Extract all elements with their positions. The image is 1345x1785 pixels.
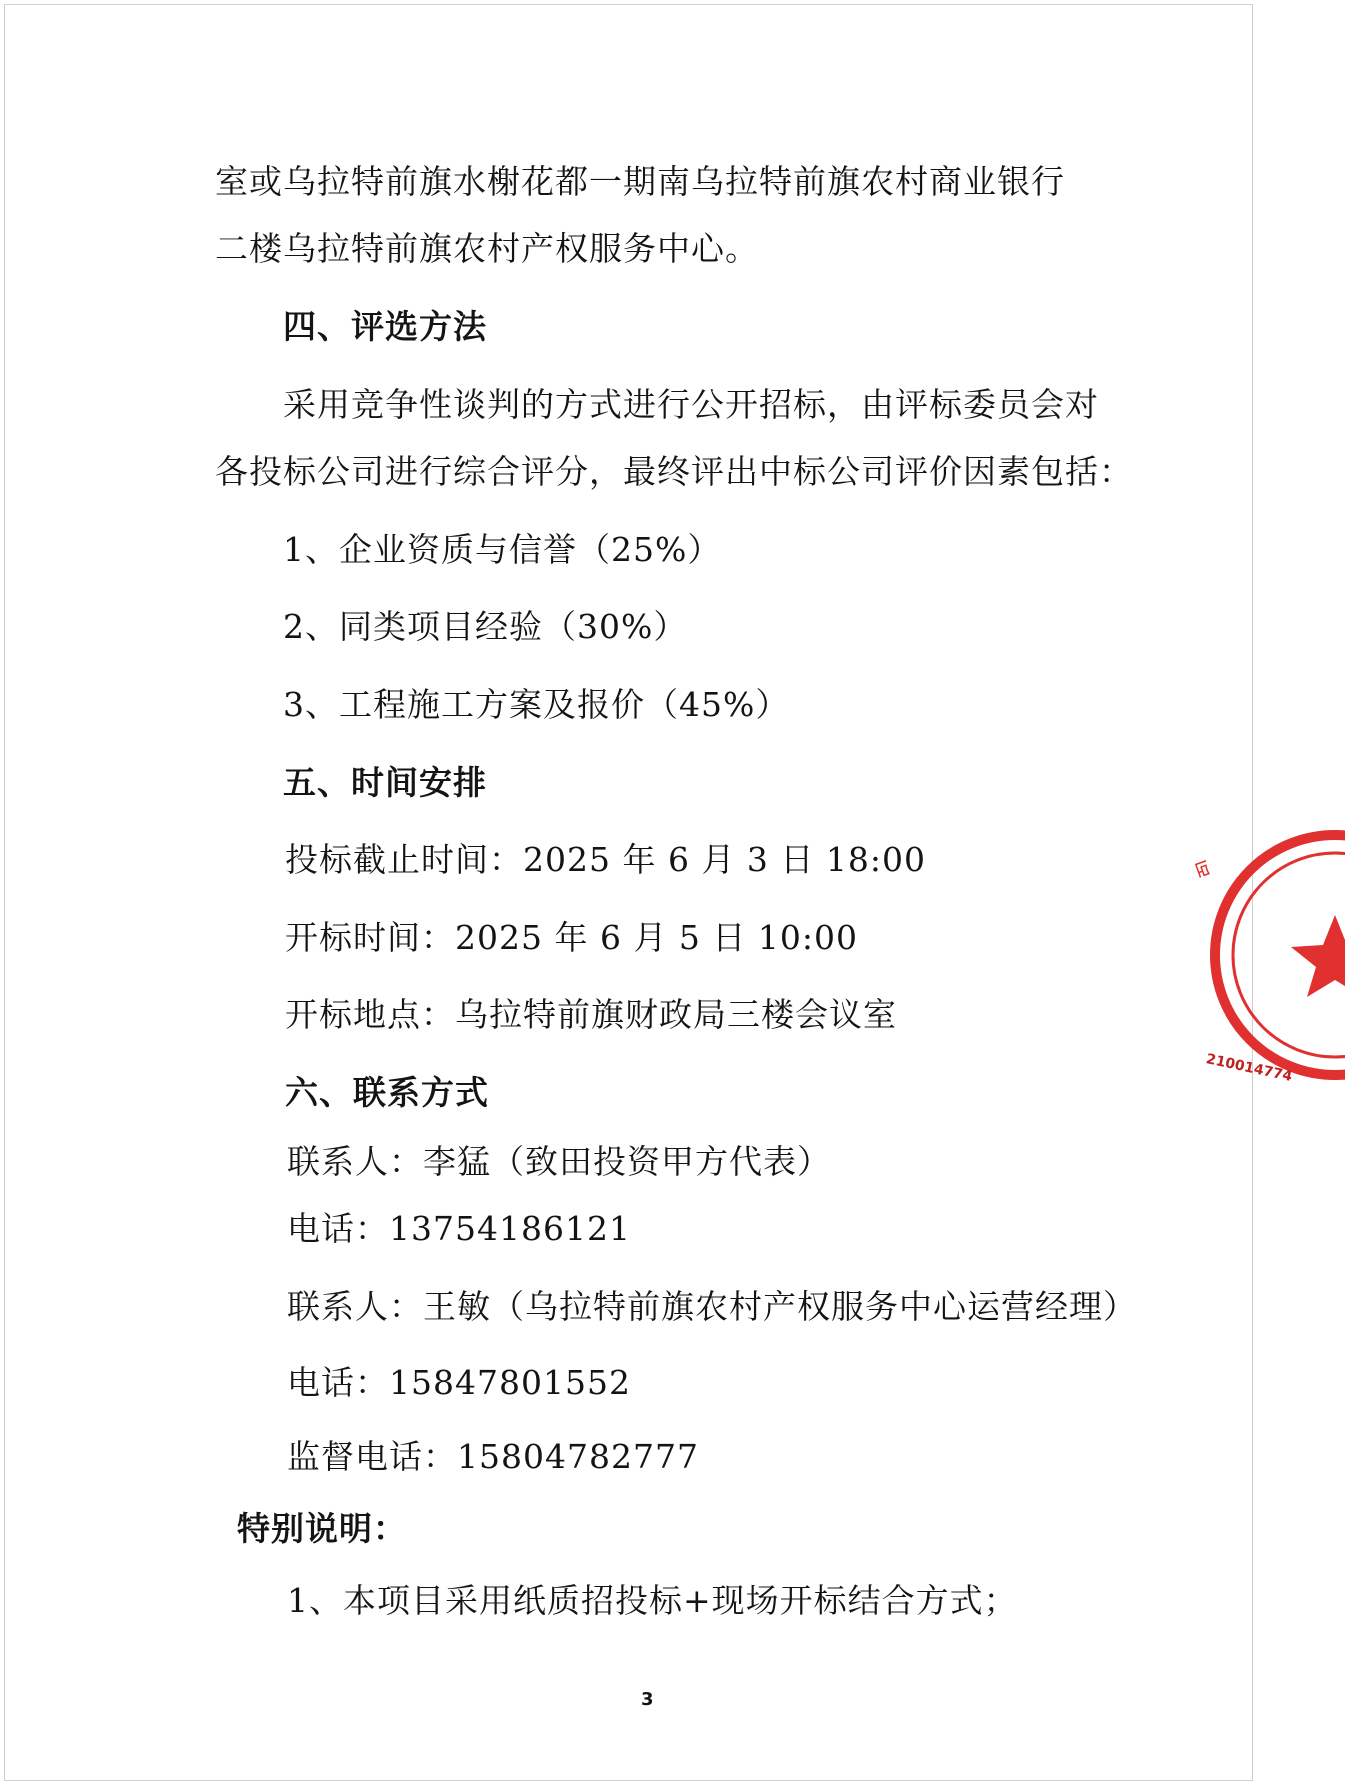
schedule-line: 开标地点：乌拉特前旗财政局三楼会议室: [285, 995, 897, 1034]
body-text-line: 采用竞争性谈判的方式进行公开招标，由评标委员会对: [283, 385, 1099, 424]
contact-line: 电话：13754186121: [287, 1209, 631, 1248]
special-note-heading: 特别说明：: [237, 1509, 407, 1548]
list-item: 3、工程施工方案及报价（45%）: [283, 685, 790, 724]
section-heading: 六、联系方式: [285, 1073, 489, 1112]
contact-line: 电话：15847801552: [287, 1363, 631, 1402]
document-page: [4, 4, 1294, 1781]
list-item: 1、企业资质与信誉（25%）: [283, 530, 722, 569]
page-number: 3: [641, 1689, 654, 1710]
svg-text:210014774: 210014774: [1204, 1051, 1294, 1085]
body-text-line: 各投标公司进行综合评分，最终评出中标公司评价因素包括：: [215, 452, 1133, 491]
svg-text:ꡂ: ꡂ: [1191, 854, 1214, 882]
body-text-line: 室或乌拉特前旗水榭花都一期南乌拉特前旗农村商业银行: [215, 162, 1065, 201]
body-text-line: 二楼乌拉特前旗农村产权服务中心。: [215, 229, 759, 268]
section-heading: 五、时间安排: [283, 763, 487, 802]
section-heading: 四、评选方法: [283, 307, 487, 346]
contact-line: 监督电话：15804782777: [287, 1437, 699, 1476]
schedule-line: 开标时间：2025 年 6 月 5 日 10:00: [285, 918, 859, 957]
list-item: 2、同类项目经验（30%）: [283, 607, 688, 646]
contact-line: 联系人：王敏（乌拉特前旗农村产权服务中心运营经理）: [287, 1287, 1137, 1326]
schedule-line: 投标截止时间：2025 年 6 月 3 日 18:00: [285, 840, 927, 879]
official-seal-fragment: [1185, 825, 1345, 1085]
contact-line: 联系人：李猛（致田投资甲方代表）: [287, 1142, 831, 1181]
list-item: 1、本项目采用纸质招投标+现场开标结合方式；: [287, 1581, 1018, 1620]
